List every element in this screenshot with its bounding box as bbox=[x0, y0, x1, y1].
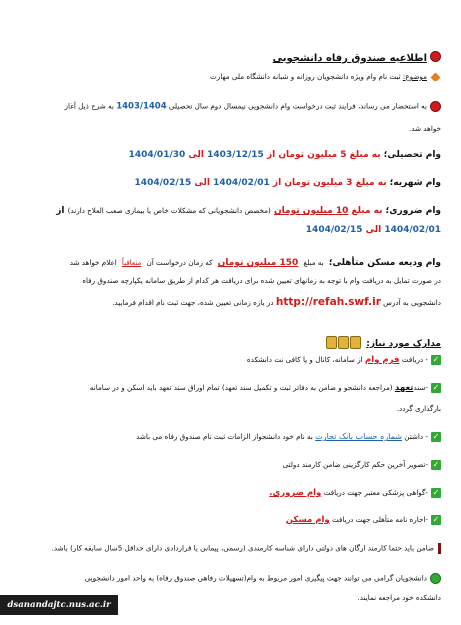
loan-from-date: 1404/02/01 bbox=[213, 178, 270, 188]
doc-text-post: (مراجعه دانشجو و ضامن به دفاتر ثبت و تکمیل سند تعهد) تمام اوراق سند تعهد باید اسکن و در سامانه bbox=[89, 383, 393, 392]
doc-item bbox=[18, 432, 441, 442]
loan-amount-pre: به مبلغ bbox=[355, 178, 387, 188]
diamond-bullet-icon bbox=[431, 72, 441, 81]
register-text-post: در بازه زمانی تعیین شده، جهت ثبت نام اقدام فرمایید. bbox=[112, 298, 274, 307]
register-text: در صورت تمایل به دریافت وام با توجه به زمانهای تعیین شده برای دریافت هر کدام از طریق سامانه یکپارچه صندوق رفاه bbox=[82, 276, 441, 285]
loan-name: وام شهریه؛ bbox=[389, 178, 441, 188]
loan-to-date: 1404/02/15 bbox=[134, 178, 192, 188]
housing-end: اعلام خواهد شد bbox=[69, 258, 117, 267]
doc-text: - دریافت bbox=[401, 355, 428, 364]
checkbox-icon: ✓ bbox=[432, 460, 440, 469]
refah-link[interactable]: http://refah.swf.ir bbox=[275, 296, 381, 308]
doc-text-post: به نام خود دانشجواز الزامات ثبت نام صندوق رفاه می باشد bbox=[136, 432, 313, 441]
intro-text: به استحضار می رساند، فرایند ثبت درخواست وام دانشجویی نیمسال دوم سال تحصیلی bbox=[168, 101, 427, 111]
pointing-hands-icon bbox=[325, 332, 361, 351]
doc-highlight: وام ضروری. bbox=[269, 488, 322, 498]
site-url-badge: dsanandajtc.nus.ac.ir bbox=[0, 595, 118, 615]
doc-item-cont bbox=[18, 404, 441, 413]
page-title: اطلاعیه صندوق رفاه دانشجویی bbox=[272, 53, 427, 64]
checkbox-icon: ✓ bbox=[432, 383, 440, 392]
loan-from-date: 1403/12/15 bbox=[207, 150, 264, 160]
intro-text-2: خواهد شد. bbox=[408, 124, 441, 133]
docs-title: مدارک مورد نیاز: bbox=[366, 339, 441, 349]
loan-name: وام ودیعه مسکن متأهلی؛ bbox=[328, 258, 441, 268]
guarantor-note: ضامن باید حتما کارمند ارگان های دولتی دارای شناسه کارمندی (رسمی، پیمانی یا قراردادی دارای حداقل 5سال سابقه کار) باشد. bbox=[51, 543, 434, 553]
loan-amount-pre: به مبلغ bbox=[351, 206, 383, 216]
loan-to-date: 1404/02/15 bbox=[305, 225, 363, 235]
checkbox-icon: ✓ bbox=[432, 432, 440, 441]
doc-highlight: وام مسکن bbox=[285, 515, 330, 525]
register-line-1 bbox=[18, 276, 441, 285]
doc-item bbox=[18, 515, 441, 525]
checkbox-icon: ✓ bbox=[432, 488, 440, 497]
green-circle-icon bbox=[430, 573, 441, 584]
doc-text: -تصویر آخرین حکم کارگزینی ضامن کارمند دولتی bbox=[282, 460, 428, 469]
final-note-text: دانشجویان گرامی می توانند جهت پیگیری امور مربوط به وام(تسهیلات رفاهی صندوق رفاه) به واحد امور دانشجویی bbox=[84, 573, 427, 583]
loan-name: وام تحصیلی؛ bbox=[383, 150, 441, 160]
doc-item bbox=[18, 355, 441, 365]
subject-row bbox=[18, 72, 441, 81]
doc-highlight: تعهد bbox=[394, 383, 414, 393]
emergency-loan-row bbox=[18, 206, 441, 216]
doc-highlight: شماره حساب بانک تجارت bbox=[315, 432, 402, 441]
housing-loan-row bbox=[18, 250, 441, 269]
bar-bullet-icon bbox=[438, 543, 441, 554]
loan-amount: 5 میلیون تومان bbox=[278, 150, 347, 160]
loan-from-date: 1404/02/01 bbox=[384, 225, 441, 235]
doc-text-cont: بارگذاری گردد. bbox=[396, 404, 441, 413]
intro-line-1 bbox=[18, 101, 441, 112]
loan-to-word: الی bbox=[194, 178, 210, 188]
register-line-2 bbox=[18, 296, 441, 308]
loan-from-word: از bbox=[272, 178, 282, 188]
doc-text: -اجاره نامه متأهلی جهت دریافت bbox=[331, 515, 428, 524]
register-text-pre: دانشجویی به آدرس bbox=[383, 298, 441, 307]
loan-from-word: از bbox=[56, 206, 65, 216]
loan-amount: 10 میلیون تومان bbox=[273, 206, 349, 216]
guarantor-note-row bbox=[18, 543, 441, 554]
doc-text: - داشتن bbox=[404, 432, 428, 441]
loan-from-word: از bbox=[266, 150, 276, 160]
doc-highlight: فرم وام bbox=[364, 355, 400, 365]
loan-to-word: الی bbox=[188, 150, 204, 160]
checkbox-icon: ✓ bbox=[432, 355, 440, 364]
intro-line-2 bbox=[18, 124, 441, 133]
loan-amount-pre: به مبلغ bbox=[303, 258, 324, 267]
doc-text: -سند bbox=[413, 383, 428, 392]
docs-title-row bbox=[18, 331, 441, 351]
subject-label: موضوع: bbox=[402, 72, 427, 81]
emergency-note: (مخصص دانشجویانی که مشکلات خاص یا بیماری صعب العلاج دارند) bbox=[67, 206, 271, 215]
loan-amount-pre: به مبلغ bbox=[349, 150, 381, 160]
loan-row bbox=[18, 150, 441, 160]
doc-item bbox=[18, 460, 441, 470]
final-note-text-2: دانشکده خود مراجعه نمایند. bbox=[357, 593, 441, 602]
emergency-loan-dates bbox=[18, 225, 441, 235]
housing-text: که زمان درخواست آن bbox=[146, 258, 213, 267]
loan-amount: 150 میلیون تومان bbox=[217, 258, 299, 268]
red-circle-icon bbox=[430, 101, 441, 112]
doc-text-post: از سامانه، کانال و یا کافی نت دانشکده bbox=[246, 355, 363, 364]
final-note-line-1 bbox=[18, 573, 441, 584]
checkbox-icon: ✓ bbox=[432, 515, 440, 524]
loan-amount: 3 میلیون تومان bbox=[284, 178, 353, 188]
loan-row bbox=[18, 178, 441, 188]
loan-name: وام ضروری؛ bbox=[385, 206, 441, 216]
intro-text-end: به شرح ذیل آغاز bbox=[64, 101, 114, 111]
subject-text: ثبت نام وام ویژه دانشجویان روزانه و شبانه دانشگاه ملی مهارت bbox=[210, 72, 401, 81]
loan-to-date: 1404/01/30 bbox=[128, 150, 186, 160]
doc-text: -گواهی پزشکی معتبر جهت دریافت bbox=[323, 488, 428, 497]
title-row bbox=[18, 46, 441, 65]
housing-later: متعاقباً bbox=[121, 258, 142, 267]
academic-year: 1403/1404 bbox=[116, 101, 167, 112]
red-circle-icon bbox=[430, 51, 441, 62]
doc-item bbox=[18, 488, 441, 498]
doc-item bbox=[18, 383, 441, 393]
loan-to-word: الی bbox=[365, 225, 382, 235]
